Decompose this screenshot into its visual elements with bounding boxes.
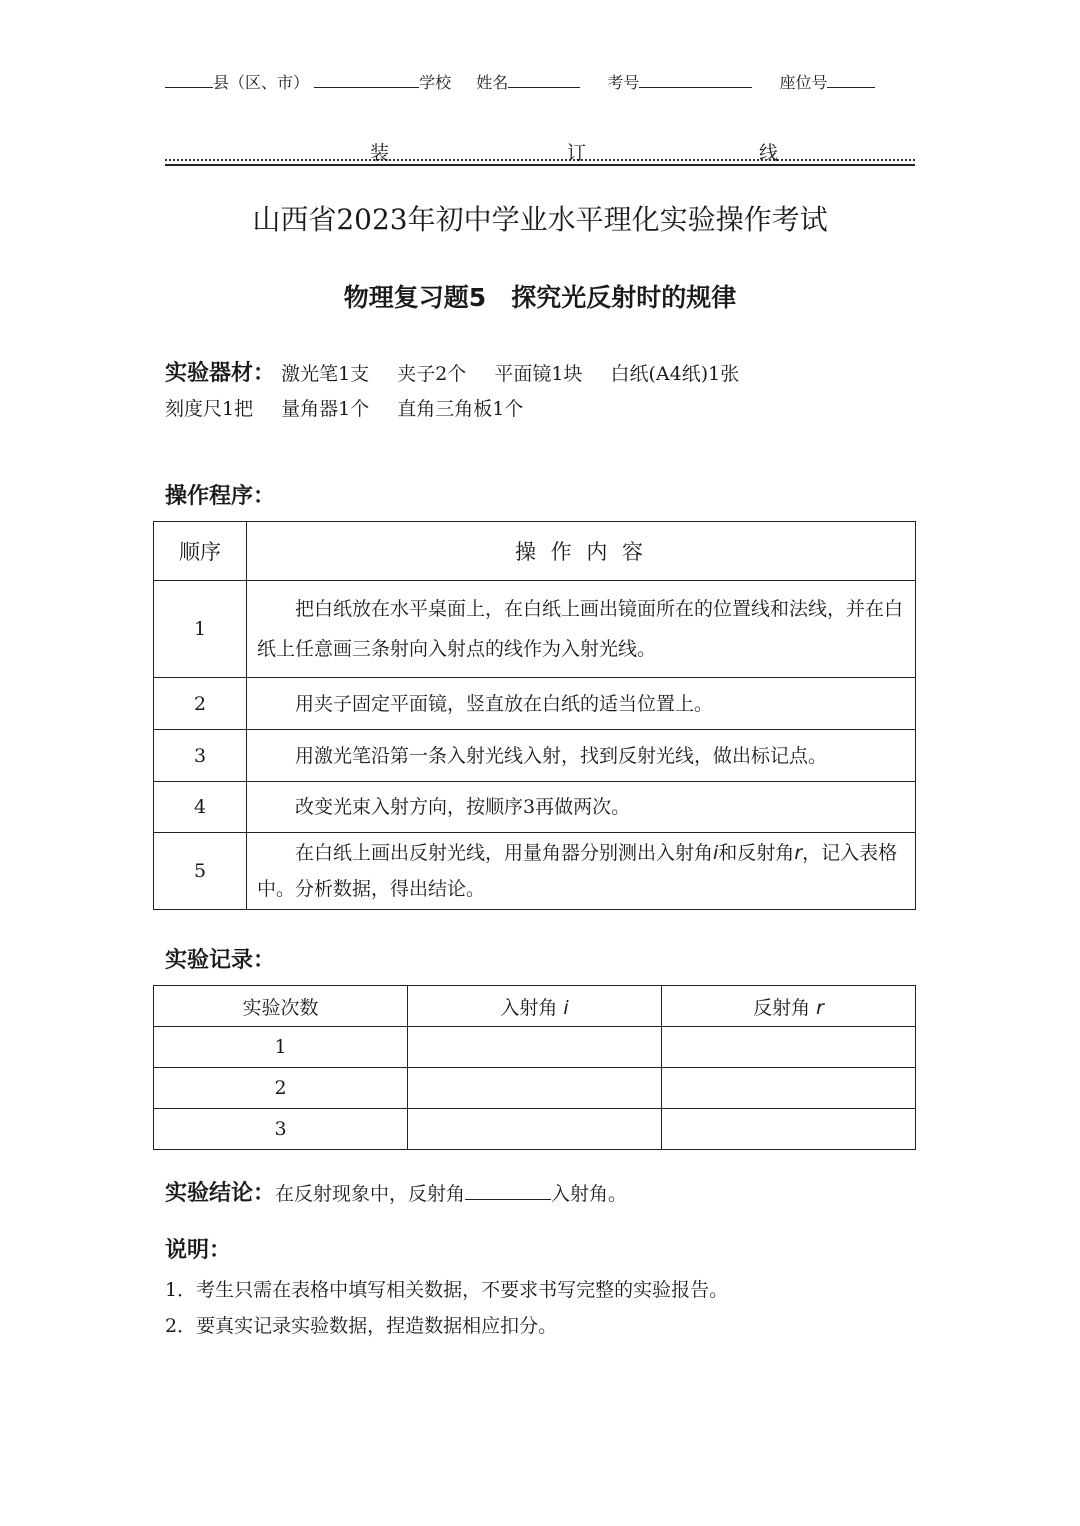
procedure-text: 把白纸放在水平桌面上，在白纸上画出镜面所在的位置线和法线，并在白纸上任意画三条射向入射点的线作为入射光线。 (247, 581, 916, 678)
procedure-text-part: 和反射角 (718, 842, 795, 864)
material-item: 直角三角板1个 (397, 398, 524, 420)
procedure-header-row (154, 522, 916, 581)
name-label: 姓名 (476, 73, 509, 92)
record-incidence-cell[interactable] (408, 1109, 662, 1150)
procedure-header-order: 顺序 (154, 522, 247, 581)
record-reflection-cell[interactable] (662, 1109, 916, 1150)
record-header-reflection-var: r (816, 996, 824, 1019)
reflection-angle-symbol: r (794, 842, 803, 864)
conclusion-line (165, 1176, 627, 1207)
record-label: 实验记录： (165, 948, 276, 973)
procedure-text-part: 在白纸上画出反射光线，用量角器分别测出入射角 (295, 842, 714, 864)
binding-char-3: 线 (759, 142, 779, 164)
seat-no-label: 座位号 (779, 73, 828, 92)
county-blank[interactable] (165, 71, 213, 88)
material-item: 量角器1个 (281, 398, 370, 420)
conclusion-text-after: 入射角。 (551, 1183, 628, 1205)
exam-no-blank[interactable] (639, 71, 752, 88)
record-trial-cell: 1 (154, 1027, 408, 1068)
record-header-reflection (662, 986, 916, 1027)
conclusion-label: 实验结论： (165, 1181, 276, 1206)
seat-no-blank[interactable] (827, 71, 875, 88)
procedure-num: 4 (154, 782, 247, 833)
procedure-table (153, 521, 916, 910)
binding-solid-rule (165, 164, 915, 166)
procedure-text (247, 833, 916, 910)
procedure-row (154, 782, 916, 833)
materials-line-1 (165, 356, 761, 387)
record-table (153, 985, 916, 1150)
page-subtitle: 物理复习题5 探究光反射时的规律 (343, 283, 737, 312)
procedure-num: 2 (154, 678, 247, 730)
exam-no-label: 考号 (607, 73, 640, 92)
record-header-trial: 实验次数 (154, 986, 408, 1027)
procedure-text-part: ，记入表格中。分析数据，得出结论。 (257, 842, 898, 900)
record-row (154, 1027, 916, 1068)
incidence-angle-symbol: i (713, 842, 719, 864)
procedure-row (154, 833, 916, 910)
materials-label: 实验器材： (165, 361, 276, 386)
binding-line (165, 138, 915, 164)
record-header-incidence-var: i (563, 996, 569, 1019)
page-title: 山西省2023年初中学业水平理化实验操作考试 (252, 203, 828, 236)
procedure-label: 操作程序： (165, 484, 276, 509)
binding-char-1: 装 (370, 142, 390, 164)
binding-dotted-rule (165, 159, 915, 161)
procedure-text: 用激光笔沿第一条入射光线入射，找到反射光线，做出标记点。 (247, 730, 916, 782)
material-item: 刻度尺1把 (165, 398, 254, 420)
notes-label: 说明： (165, 1238, 232, 1263)
school-label: 学校 (419, 73, 452, 92)
record-incidence-cell[interactable] (408, 1068, 662, 1109)
record-reflection-cell[interactable] (662, 1068, 916, 1109)
conclusion-blank[interactable] (465, 1183, 551, 1200)
school-blank[interactable] (314, 71, 419, 88)
student-info-line (165, 70, 875, 93)
procedure-text: 改变光束入射方向，按顺序3再做两次。 (247, 782, 916, 833)
procedure-num: 5 (154, 833, 247, 910)
record-row (154, 1109, 916, 1150)
record-header-incidence-text: 入射角 (500, 996, 558, 1019)
conclusion-text-before: 在反射现象中，反射角 (275, 1183, 466, 1205)
procedure-text: 用夹子固定平面镜，竖直放在白纸的适当位置上。 (247, 678, 916, 730)
record-trial-cell: 3 (154, 1109, 408, 1150)
material-item: 激光笔1支 (281, 363, 370, 385)
procedure-row (154, 730, 916, 782)
note-item: 2．要真实记录实验数据，捏造数据相应扣分。 (165, 1315, 558, 1337)
procedure-num: 1 (154, 581, 247, 678)
procedure-num: 3 (154, 730, 247, 782)
record-incidence-cell[interactable] (408, 1027, 662, 1068)
record-trial-cell: 2 (154, 1068, 408, 1109)
material-item: 白纸(A4纸)1张 (610, 363, 740, 385)
material-item: 夹子2个 (397, 363, 467, 385)
county-label: 县（区、市） (213, 73, 310, 92)
materials-line-2 (165, 394, 545, 421)
record-reflection-cell[interactable] (662, 1027, 916, 1068)
record-row (154, 1068, 916, 1109)
procedure-row (154, 581, 916, 678)
record-header-row (154, 986, 916, 1027)
record-header-incidence (408, 986, 662, 1027)
material-item: 平面镜1块 (494, 363, 583, 385)
procedure-header-content: 操 作 内 容 (247, 522, 916, 581)
name-blank[interactable] (508, 71, 580, 88)
note-item: 1．考生只需在表格中填写相关数据，不要求书写完整的实验报告。 (165, 1279, 729, 1301)
binding-char-2: 订 (567, 142, 587, 164)
record-header-reflection-text: 反射角 (753, 996, 811, 1019)
procedure-row (154, 678, 916, 730)
